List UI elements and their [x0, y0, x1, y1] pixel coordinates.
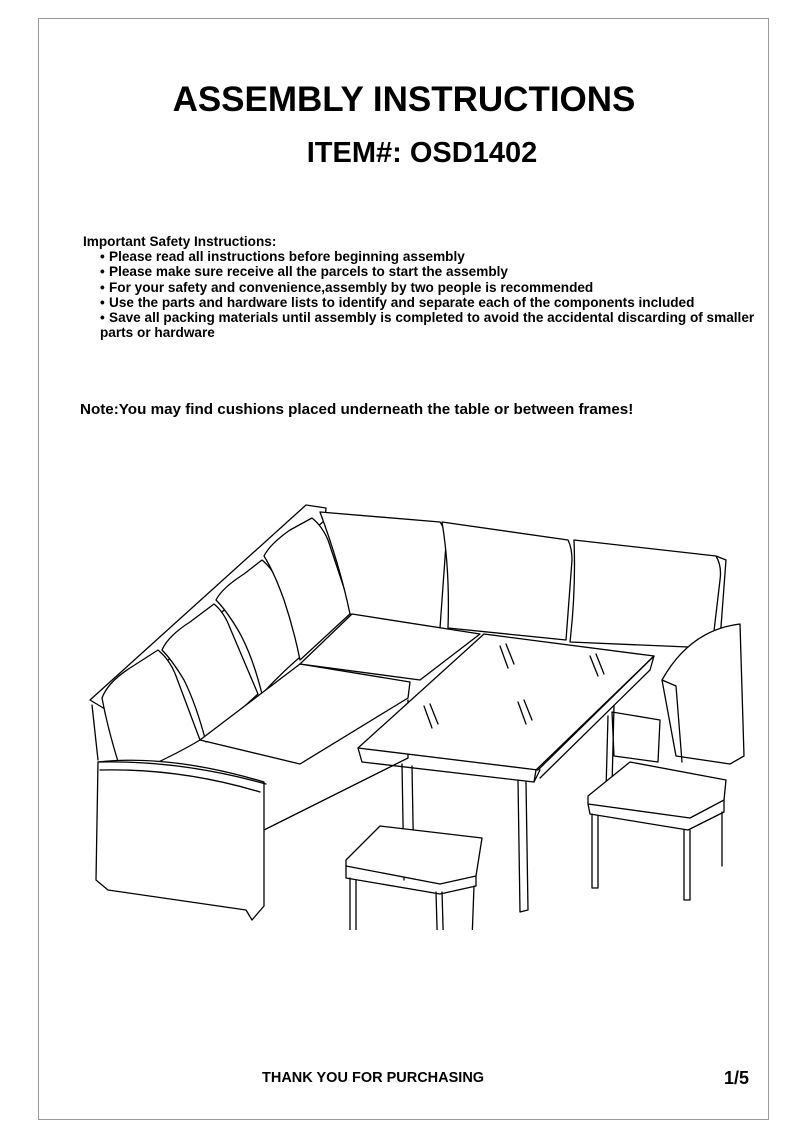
bullet-icon: • — [100, 264, 105, 280]
safety-item — [100, 264, 783, 279]
bullet-icon: • — [100, 294, 105, 310]
furniture-illustration — [80, 500, 750, 930]
safety-item-text: Use the parts and hardware lists to identify and separate each of the components included — [109, 294, 695, 310]
thank-you-text: THANK YOU FOR PURCHASING — [262, 1070, 485, 1086]
document-title: ASSEMBLY INSTRUCTIONS — [172, 80, 636, 119]
safety-instructions — [83, 234, 783, 340]
front-stool — [346, 826, 482, 930]
sofa-left-armrest — [96, 760, 266, 920]
safety-item — [100, 295, 783, 310]
item-number: ITEM#: OSD1402 — [306, 137, 538, 169]
safety-item-text: Please read all instructions before beginning assembly — [109, 249, 465, 265]
safety-heading: Important Safety Instructions: — [83, 234, 277, 249]
safety-item-text: For your safety and convenience,assembly by two people is recommended — [109, 279, 594, 295]
safety-item-text: Save all packing materials until assembly is completed to avoid the accidental discarding of smaller parts or hardware — [100, 310, 755, 341]
page-number: 1/5 — [724, 1068, 750, 1088]
right-stool — [588, 762, 726, 900]
safety-item — [83, 310, 783, 340]
safety-list — [83, 249, 783, 340]
bullet-icon: • — [100, 279, 105, 295]
bullet-icon: • — [100, 310, 105, 326]
safety-item — [100, 249, 783, 264]
safety-item-text: Please make sure receive all the parcels to start the assembly — [109, 264, 508, 280]
bullet-icon: • — [100, 249, 105, 265]
safety-item — [100, 280, 783, 295]
cushion-note: Note:You may find cushions placed underneath the table or between frames! — [80, 401, 634, 418]
